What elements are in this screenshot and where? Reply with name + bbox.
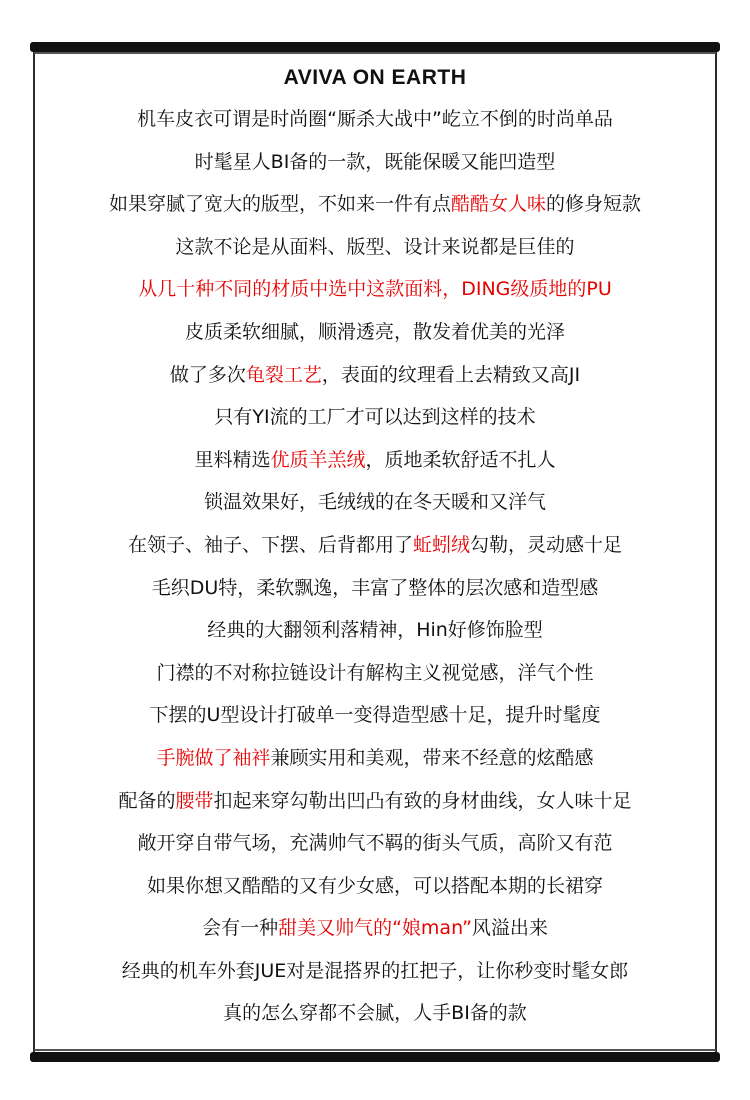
- description-line: [40, 226, 710, 269]
- body-text: 如果你想又酷酷的又有少女感，可以搭配本期的长裙穿: [146, 874, 603, 897]
- description-line: [40, 950, 710, 993]
- description-line: [40, 481, 710, 524]
- description-line: [40, 907, 710, 950]
- description-line: [40, 992, 710, 1035]
- body-text: 在领子、袖子、下摆、后背都用了: [127, 533, 413, 556]
- poster-title: AVIVA ON EARTH: [283, 66, 467, 89]
- highlight-text: 甜美又帅气的“娘man”: [278, 917, 472, 940]
- body-text: 配备的: [118, 789, 176, 812]
- scroll-top-bar: [30, 42, 720, 52]
- description-line: [40, 439, 710, 482]
- body-text: ，表面的纹理看上去精致又高JI: [321, 363, 581, 386]
- body-text: 皮质柔软细腻，顺滑透亮，散发着优美的光泽: [184, 320, 565, 343]
- description-line: [40, 865, 710, 908]
- body-text: 经典的大翻领利落精神，Hin好修饰脸型: [207, 619, 543, 642]
- highlight-text: 手腕做了袖袢: [156, 746, 271, 769]
- description-line: [40, 98, 710, 141]
- description-line: [40, 141, 710, 184]
- body-text: 风溢出来: [471, 917, 548, 940]
- body-text: 的修身短款: [546, 193, 642, 216]
- description-line: [40, 822, 710, 865]
- body-text: 会有一种: [202, 917, 279, 940]
- description-line: [40, 183, 710, 226]
- highlight-text: 龟裂工艺: [245, 363, 322, 386]
- body-text: 里料精选: [194, 448, 271, 471]
- body-text: 毛织DU特，柔软飘逸，丰富了整体的层次感和造型感: [151, 576, 599, 599]
- description-line: [40, 737, 710, 780]
- description-line: [40, 268, 710, 311]
- description-line: [40, 609, 710, 652]
- body-text: 勾勒，灵动感十足: [470, 533, 623, 556]
- body-text: 做了多次: [169, 363, 246, 386]
- description-line: [40, 652, 710, 695]
- body-text: 时髦星人BI备的一款，既能保暖又能凹造型: [194, 150, 556, 173]
- body-text: 只有YI流的工厂才可以达到这样的技术: [214, 406, 536, 429]
- body-text: 机车皮衣可谓是时尚圈“厮杀大战中”屹立不倒的时尚单品: [137, 108, 613, 130]
- body-text: 兼顾实用和美观，带来不经意的炫酷感: [270, 746, 594, 769]
- body-text: 真的怎么穿都不会腻，人手BI备的款: [223, 1002, 527, 1025]
- description-line: [40, 567, 710, 610]
- description-line: [40, 396, 710, 439]
- scroll-bottom-bar: [30, 1052, 720, 1062]
- description-line: [40, 694, 710, 737]
- description-line: [40, 524, 710, 567]
- body-text: 锁温效果好，毛绒绒的在冬天暖和又洋气: [203, 491, 546, 514]
- body-text: 下摆的U型设计打破单一变得造型感十足，提升时髦度: [149, 704, 601, 727]
- description-line: [40, 311, 710, 354]
- description-lines: [40, 98, 710, 1035]
- body-text: 扣起来穿勾勒出凹凸有致的身材曲线，女人味十足: [213, 789, 632, 812]
- body-text: 门襟的不对称拉链设计有解构主义视觉感，洋气个性: [156, 661, 594, 684]
- body-text: 敞开穿自带气场，充满帅气不羁的街头气质，高阶又有范: [137, 832, 613, 855]
- poster-content: [40, 58, 710, 1035]
- body-text: 这款不论是从面料、版型、设计来说都是巨佳的: [175, 235, 575, 258]
- highlight-text: 腰带: [175, 789, 214, 812]
- description-line: [40, 780, 710, 823]
- highlight-text: 酷酷女人味: [450, 193, 546, 216]
- description-line: [40, 354, 710, 397]
- highlight-text: 从几十种不同的材质中选中这款面料，DING级质地的PU: [138, 278, 612, 301]
- highlight-text: 蚯蚓绒: [412, 533, 470, 556]
- body-text: 如果穿腻了宽大的版型，不如来一件有点: [108, 193, 451, 216]
- highlight-text: 优质羊羔绒: [270, 448, 366, 471]
- body-text: 经典的机车外套JUE对是混搭界的扛把子，让你秒变时髦女郎: [121, 959, 629, 982]
- body-text: ，质地柔软舒适不扎人: [365, 448, 556, 471]
